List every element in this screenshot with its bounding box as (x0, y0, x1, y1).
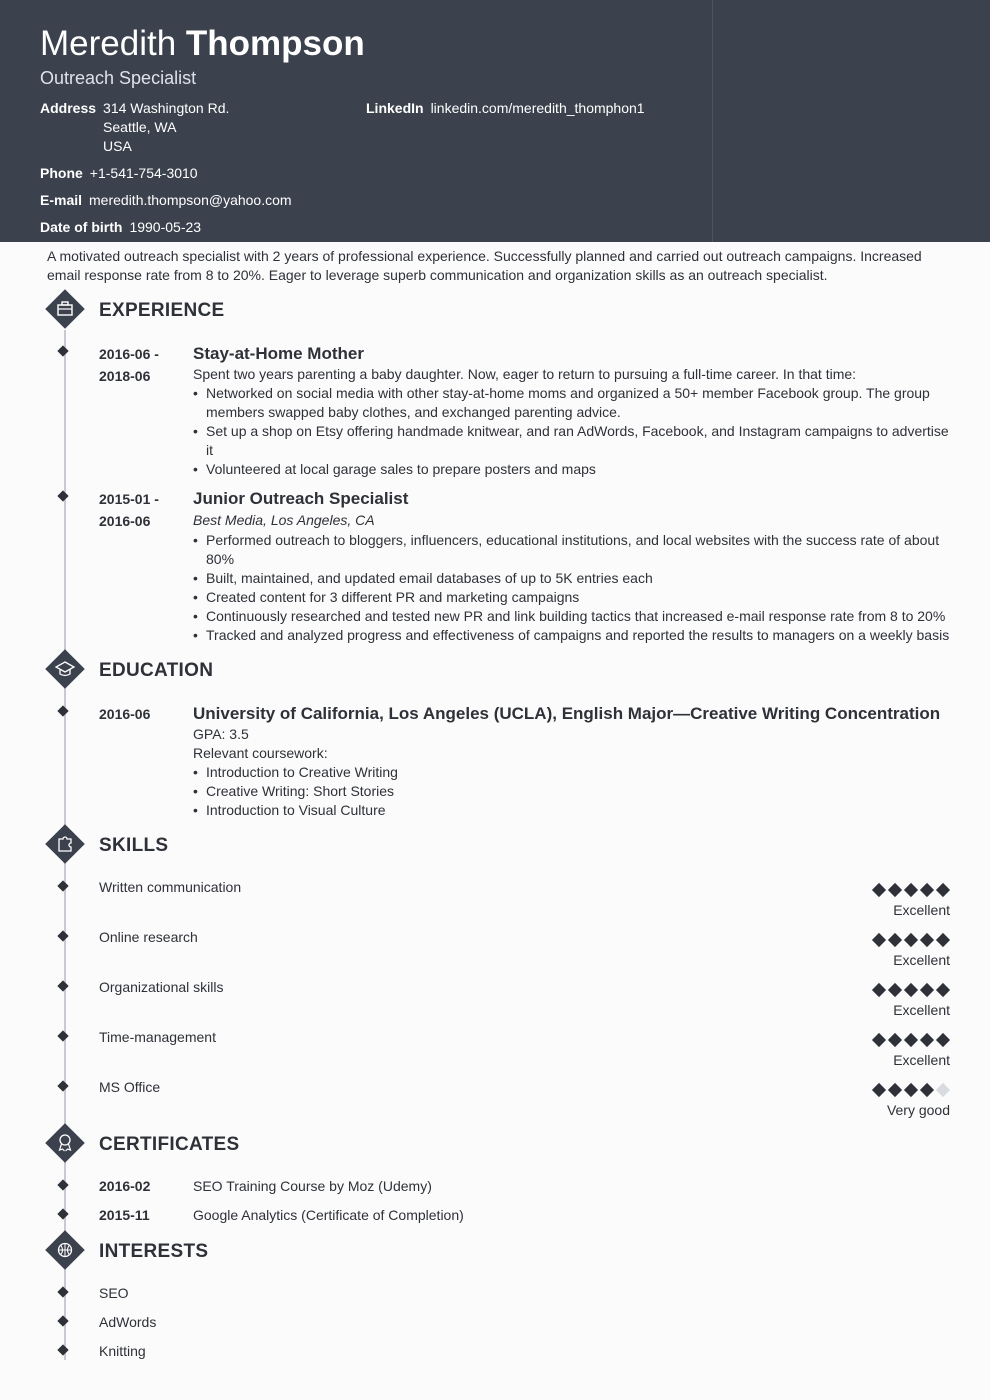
timeline-dot (57, 1030, 68, 1041)
rating-diamond-filled (888, 1083, 902, 1097)
experience-entry (193, 488, 953, 645)
email-row (40, 191, 292, 210)
address-label: Address (40, 100, 97, 116)
timeline-dot (57, 1208, 68, 1219)
skill-name: Written communication (99, 879, 242, 895)
address-line: Seattle, WA (103, 119, 177, 135)
dob-value: 1990-05-23 (129, 219, 202, 235)
full-name (40, 24, 365, 64)
timeline-dot (57, 345, 68, 356)
rating-diamond-filled (936, 933, 950, 947)
education-date: 2016-06 (99, 706, 151, 722)
header-divider (712, 0, 713, 242)
education-entry (193, 703, 953, 820)
rating-label: Excellent (893, 1002, 950, 1018)
phone-row (40, 164, 198, 183)
bullet-item: • Created content for 3 different PR and marketing campaigns (193, 588, 953, 607)
skill-name: Online research (99, 929, 198, 945)
rating-diamonds (850, 883, 948, 897)
linkedin-label: LinkedIn (366, 100, 424, 116)
basketball-icon (45, 1230, 85, 1270)
job-role: Stay-at-Home Mother (193, 344, 364, 363)
rating-diamond-filled (872, 883, 886, 897)
rating-diamond-filled (872, 933, 886, 947)
briefcase-icon (45, 289, 85, 329)
date-end: 2016-06 (99, 513, 151, 529)
gpa: GPA: 3.5 (193, 726, 249, 742)
rating-diamond-filled (936, 883, 950, 897)
bullet-item: • Continuously researched and tested new PR and link building tactics that increased e-mail response rate from 8 to 20% (193, 607, 953, 626)
rating-diamond-filled (872, 983, 886, 997)
rating-diamond-filled (904, 1033, 918, 1047)
interests-title: INTERESTS (99, 1241, 209, 1262)
timeline-dot (57, 880, 68, 891)
rating-diamond-filled (872, 1033, 886, 1047)
bullet-item: • Networked on social media with other stay-at-home moms and organized a 50+ member Facebook group. The group members swapped baby clothes, and exchanged parenting advice. (193, 384, 953, 422)
dob-row (40, 218, 201, 237)
skill-name: Time-management (99, 1029, 216, 1045)
skill-name: Organizational skills (99, 979, 224, 995)
certificate-date: 2015-11 (99, 1207, 150, 1223)
job-bullets (193, 531, 953, 645)
address-line: 314 Washington Rd. (103, 100, 230, 116)
rating-diamonds (850, 1033, 948, 1047)
timeline-dot (57, 1315, 68, 1326)
timeline-dot (57, 1080, 68, 1091)
course-item: • Introduction to Visual Culture (193, 801, 953, 820)
phone-label: Phone (40, 165, 83, 181)
phone-value[interactable]: +1-541-754-3010 (89, 165, 198, 181)
timeline-dot (57, 705, 68, 716)
rating-label: Excellent (893, 952, 950, 968)
resume-header (0, 0, 990, 242)
bullet-item: • Tracked and analyzed progress and effectiveness of campaigns and reported the results to managers on a weekly basis (193, 626, 953, 645)
skill-name: MS Office (99, 1079, 161, 1095)
job-title: Outreach Specialist (40, 68, 197, 88)
company: Best Media, Los Angeles, CA (193, 512, 375, 528)
bullet-item: • Set up a shop on Etsy offering handmade knitwear, and ran AdWords, Facebook, and Instagram campaigns to advertise it (193, 422, 953, 460)
rating-diamond-filled (936, 983, 950, 997)
interest-item: SEO (99, 1285, 129, 1301)
course-list (193, 763, 953, 820)
rating-diamond-filled (888, 983, 902, 997)
certificate-date: 2016-02 (99, 1178, 151, 1194)
skill-rating (850, 933, 950, 968)
puzzle-icon (45, 824, 85, 864)
rating-diamond-filled (920, 933, 934, 947)
rating-diamond-filled (920, 983, 934, 997)
skill-rating (850, 883, 950, 918)
bullet-item: • Built, maintained, and updated email databases of up to 5K entries each (193, 569, 953, 588)
skill-rating (850, 1033, 950, 1068)
interest-item: AdWords (99, 1314, 157, 1330)
rating-diamond-filled (920, 1083, 934, 1097)
last-name: Thompson (185, 24, 365, 63)
rating-diamonds (850, 983, 948, 997)
address-line: USA (103, 138, 132, 154)
address-value (103, 99, 229, 156)
rating-label: Excellent (893, 1052, 950, 1068)
timeline-dot (57, 930, 68, 941)
skill-rating (850, 1083, 950, 1118)
award-ribbon-icon (45, 1123, 85, 1163)
bullet-item: • Volunteered at local garage sales to prepare posters and maps (193, 460, 953, 479)
rating-diamond-filled (920, 883, 934, 897)
email-value[interactable]: meredith.thompson@yahoo.com (89, 192, 292, 208)
job-role: Junior Outreach Specialist (193, 489, 409, 508)
date-end: 2018-06 (99, 368, 151, 384)
linkedin-value[interactable]: linkedin.com/meredith_thomphon1 (430, 100, 645, 116)
rating-diamonds (850, 933, 948, 947)
rating-diamond-filled (904, 1083, 918, 1097)
experience-title: EXPERIENCE (99, 300, 225, 321)
timeline-dot (57, 1344, 68, 1355)
timeline-dot (57, 980, 68, 991)
rating-diamond-empty (936, 1083, 950, 1097)
summary: A motivated outreach specialist with 2 years of professional experience. Successfully planned and carried out outreach campaigns. Increased email response rate from 8 to 20%. Eager to leverage superb communication and organization skills as an outreach specialist. (47, 248, 922, 283)
rating-label: Very good (886, 1102, 950, 1118)
timeline-dot (57, 1179, 68, 1190)
dob-label: Date of birth (40, 219, 123, 235)
rating-diamond-filled (904, 883, 918, 897)
certificate-name: Google Analytics (Certificate of Completion) (193, 1207, 464, 1223)
address-row (40, 99, 229, 156)
rating-diamond-filled (920, 1033, 934, 1047)
first-name: Meredith (40, 24, 177, 63)
certificates-title: CERTIFICATES (99, 1134, 240, 1155)
rating-diamond-filled (888, 883, 902, 897)
course-item: • Creative Writing: Short Stories (193, 782, 953, 801)
skill-rating (850, 983, 950, 1018)
job-bullets (193, 384, 953, 479)
experience-date (99, 488, 179, 532)
timeline-dot (57, 1286, 68, 1297)
date-start: 2015-01 - (99, 491, 159, 507)
rating-diamond-filled (888, 1033, 902, 1047)
experience-entry (193, 343, 953, 479)
rating-diamond-filled (904, 983, 918, 997)
rating-diamond-filled (904, 933, 918, 947)
experience-date (99, 343, 179, 387)
rating-diamond-filled (872, 1083, 886, 1097)
bullet-item: • Performed outreach to bloggers, influencers, educational institutions, and local websites with the success rate of about 80% (193, 531, 953, 569)
degree: University of California, Los Angeles (UCLA), English Major—Creative Writing Concentration (193, 704, 941, 723)
date-start: 2016-06 - (99, 346, 159, 362)
timeline-dot (57, 490, 68, 501)
job-description: Spent two years parenting a baby daughter. Now, eager to return to pursuing a full-time career. In that time: (193, 366, 857, 382)
linkedin-row (366, 99, 645, 118)
rating-label: Excellent (893, 902, 950, 918)
rating-diamond-filled (936, 1033, 950, 1047)
coursework-label: Relevant coursework: (193, 745, 328, 761)
education-title: EDUCATION (99, 660, 214, 681)
email-label: E-mail (40, 192, 83, 208)
skills-title: SKILLS (99, 835, 169, 856)
course-item: • Introduction to Creative Writing (193, 763, 953, 782)
rating-diamonds (850, 1083, 948, 1097)
interest-item: Knitting (99, 1343, 146, 1359)
certificate-name: SEO Training Course by Moz (Udemy) (193, 1178, 432, 1194)
graduation-cap-icon (45, 649, 85, 689)
rating-diamond-filled (888, 933, 902, 947)
